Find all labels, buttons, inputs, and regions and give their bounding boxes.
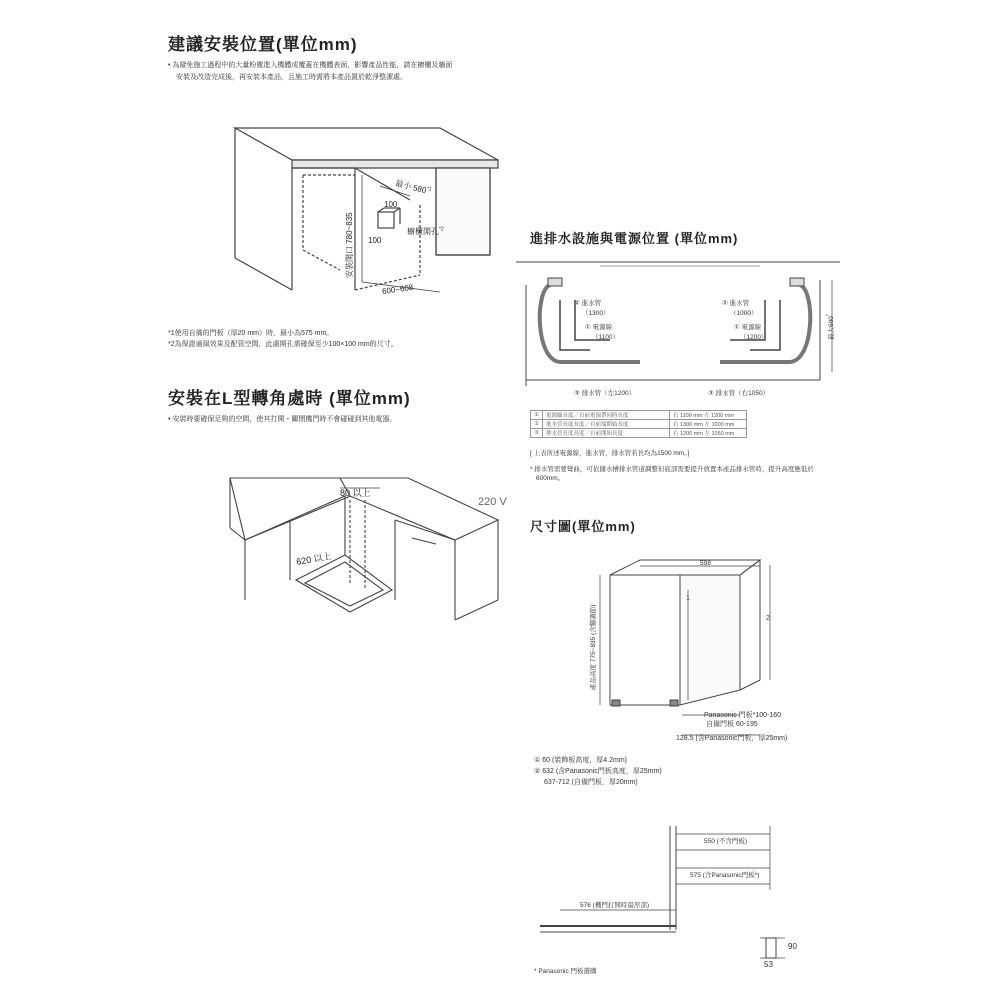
dim-door-own: 自備門板 60-195 bbox=[706, 721, 758, 728]
dim-min-depth-label: 最小 580 bbox=[394, 178, 428, 196]
dim-vent-100a: 100 bbox=[384, 200, 398, 209]
left-cord-label: ① 電源線 bbox=[585, 324, 613, 331]
drain-star-note-1: * 排水管需要彎曲，可依據水槽排水管道調整但底部需要提升放置本產品排水管時，提升高度應低於 bbox=[530, 466, 814, 473]
right-inlet-label: ② 進水管 bbox=[722, 300, 750, 307]
right-cord-label: ① 電源線 bbox=[734, 324, 762, 331]
drain-left-label: ③ 排水管（左1200） bbox=[574, 390, 636, 397]
legend-2: ② 632 (含Panasonic門板高度，厚25mm) bbox=[534, 768, 662, 775]
title-install-position: 建議安裝位置(單位mm) bbox=[168, 35, 358, 54]
title-l-corner: 安裝在L型轉角處時 (單位mm) bbox=[168, 389, 411, 408]
footnote-1: *1使用自備的門板（厚20 mm）時，最小為575 mm。 bbox=[168, 330, 334, 337]
dim-width-598: 598 bbox=[700, 560, 711, 567]
dim-product-height: 產品高度 775~835 (含腳調節) bbox=[590, 604, 597, 690]
table-cell: ② bbox=[531, 420, 543, 429]
footnote-panasonic-door: * Panasonic 門板選購 bbox=[534, 968, 597, 975]
dim-vent-text: 櫥櫃開孔 bbox=[407, 227, 439, 236]
dim-80: 80 以上 bbox=[340, 488, 371, 498]
install-note-line1: • 為避免施工過程中的大量粉塵進入機體或覆蓋在機體表面，影響產品性能，請在櫥櫃及牆面 bbox=[168, 62, 453, 69]
dim-depth: 128.5 (含Panasonic門板，厚25mm) bbox=[676, 735, 788, 742]
max-height-sup: * bbox=[826, 314, 832, 317]
table-cell: 右 1100 mm 左 1200 mm bbox=[669, 411, 746, 420]
svg-text:2: 2 bbox=[766, 615, 770, 622]
title-water-power: 進排水設施與電源位置 (單位mm) bbox=[530, 231, 739, 246]
table-note: [ 上表所述電源線，進水管，排水管若長均為1500 mm。] bbox=[530, 450, 690, 457]
dim-575: 575 (含Panasonic門板*) bbox=[690, 872, 760, 879]
footnote-2: *2為保證通風效果及配管空間，此處開孔需確保至少100×100 mm的尺寸。 bbox=[168, 341, 398, 348]
dim-opening-height-label: 安裝開口 780~835 bbox=[345, 212, 354, 278]
title-dimensions: 尺寸圖(單位mm) bbox=[530, 519, 636, 534]
svg-text:1: 1 bbox=[686, 595, 690, 602]
dim-vent-100b: 100 bbox=[368, 236, 382, 245]
install-note-line2: 安裝及改造完成後，再安裝本產品，且施工時需將本產品置於乾淨整潔處。 bbox=[176, 74, 407, 81]
right-inlet-length: （1000） bbox=[730, 310, 758, 317]
l-corner-note: • 安裝時要確保足夠的空間，使其打開・關閉機門時不會碰碰到其他電器。 bbox=[168, 416, 397, 423]
dim-53: 53 bbox=[764, 960, 773, 969]
dim-90: 90 bbox=[788, 942, 797, 951]
table-cell: 排水管長度長度／自前開始長度 bbox=[542, 429, 669, 438]
table-cell: ① bbox=[531, 411, 543, 420]
right-cord-length: （1200） bbox=[740, 334, 768, 341]
table-cell: 電源線長度／自前電源帶同時長度 bbox=[542, 411, 669, 420]
dim-vent-sup: *2 bbox=[439, 226, 444, 233]
drain-right-label: ③ 排水管（右1050） bbox=[708, 390, 770, 397]
dim-620: 620 以上 bbox=[295, 550, 333, 568]
legend-3: 637-712 (自備門板，厚20mm) bbox=[544, 779, 638, 786]
table-cell: ③ bbox=[531, 429, 543, 438]
left-cord-length: （1100） bbox=[592, 334, 619, 341]
legend-1: ① 60 (裝飾板高度，厚4.2mm) bbox=[534, 757, 628, 764]
left-inlet-length: （1300） bbox=[582, 310, 610, 317]
dim-576: 576 (機門打開時最厚部) bbox=[580, 902, 649, 909]
table-cell: 右 1200 mm 左 1050 mm bbox=[669, 429, 746, 438]
table-cell: 右 1300 mm 左 1000 mm bbox=[669, 420, 746, 429]
dim-door-panasonic: Panasonic 門板*100-160 bbox=[704, 712, 782, 719]
table-cell: 進水管長度長度／自前端開始長度 bbox=[542, 420, 669, 429]
dim-min-depth-sup: *1 bbox=[425, 185, 433, 193]
left-inlet-label: ② 進水管 bbox=[574, 300, 602, 307]
voltage-label: 220 V bbox=[478, 496, 507, 508]
dim-550: 550 (不含門板) bbox=[704, 838, 747, 845]
drain-star-note-2: 600mm。 bbox=[536, 475, 565, 482]
max-height-text: 最大600 bbox=[828, 316, 836, 340]
dim-opening-width: 600~608 bbox=[381, 282, 414, 297]
